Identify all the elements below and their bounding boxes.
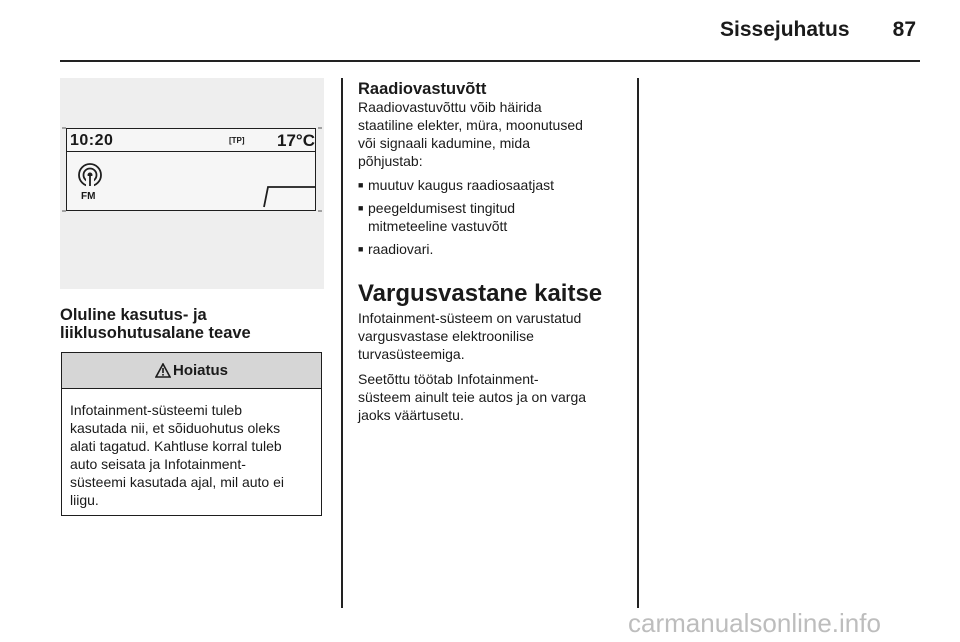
warning-line: kasutada nii, et sõiduohutus oleks <box>70 420 281 436</box>
display-tp-indicator: [TP] <box>229 136 245 145</box>
bullet-text: raadiovari. <box>368 241 434 257</box>
bullet-item <box>358 240 633 258</box>
paragraph-line: Raadiovastuvõttu võib häirida <box>358 99 542 115</box>
warning-header <box>62 353 321 389</box>
bullet-item <box>358 199 633 235</box>
paragraph-line: või signaali kadumine, mida <box>358 135 530 151</box>
section-heading-safety <box>60 306 251 342</box>
radio-intro-paragraph <box>358 98 633 170</box>
watermark: carmanualsonline.info <box>628 608 881 638</box>
section-heading-theft: Vargusvastane kaitse <box>358 280 603 307</box>
warning-box <box>61 352 322 516</box>
paragraph-line: turvasüsteemiga. <box>358 346 465 362</box>
column-divider-2 <box>637 78 639 608</box>
warning-line: Infotainment-süsteemi tuleb <box>70 402 242 418</box>
section-heading-line: liiklusohutusalane teave <box>60 324 251 342</box>
radio-display-screen <box>66 128 316 211</box>
section-heading-radio: Raadiovastuvõtt <box>358 80 487 98</box>
display-temperature: 17°C <box>277 131 315 150</box>
warning-line: alati tagatud. Kahtluse korral tuleb <box>70 438 282 454</box>
section-heading-line: Oluline kasutus- ja <box>60 306 207 324</box>
page-number: 87 <box>892 18 916 41</box>
signal-strength-graphic <box>263 185 317 209</box>
bullet-square-icon: ■ <box>358 203 364 213</box>
paragraph-line: vargusvastase elektroonilise <box>358 328 534 344</box>
warning-line: liigu. <box>70 492 99 508</box>
warning-title: Hoiatus <box>172 362 228 379</box>
column-divider-1 <box>341 78 343 608</box>
paragraph-line: Seetõttu töötab Infotainment- <box>358 371 539 387</box>
page-header-title: Sissejuhatus <box>720 18 850 41</box>
header-divider <box>60 60 920 62</box>
bullet-text: muutuv kaugus raadiosaatjast <box>368 177 554 193</box>
display-band-label: FM <box>81 191 96 202</box>
paragraph-line: põhjustab: <box>358 153 423 169</box>
bullet-text: peegeldumisest tingitud <box>368 200 516 216</box>
warning-line: auto seisata ja Infotainment- <box>70 456 246 472</box>
paragraph-line: jaoks väärtusetu. <box>358 407 464 423</box>
paragraph-line: Infotainment-süsteem on varustatud <box>358 310 582 326</box>
theft-paragraph-2 <box>358 370 633 424</box>
warning-line: süsteemi kasutada ajal, mil auto ei <box>70 474 284 490</box>
bullet-square-icon: ■ <box>358 180 364 190</box>
bullet-text: mitmeteeline vastuvõtt <box>368 218 508 234</box>
warning-triangle-icon <box>155 363 171 378</box>
paragraph-line: süsteem ainult teie autos ja on varga <box>358 389 587 405</box>
theft-paragraph-1 <box>358 309 633 363</box>
bullet-item <box>358 176 633 194</box>
bullet-square-icon: ■ <box>358 244 364 254</box>
display-separator <box>67 151 315 152</box>
warning-text <box>70 401 318 509</box>
radio-broadcast-icon <box>77 162 103 190</box>
paragraph-line: staatiline elekter, müra, moonutused <box>358 117 583 133</box>
display-clock: 10:20 <box>70 132 114 149</box>
